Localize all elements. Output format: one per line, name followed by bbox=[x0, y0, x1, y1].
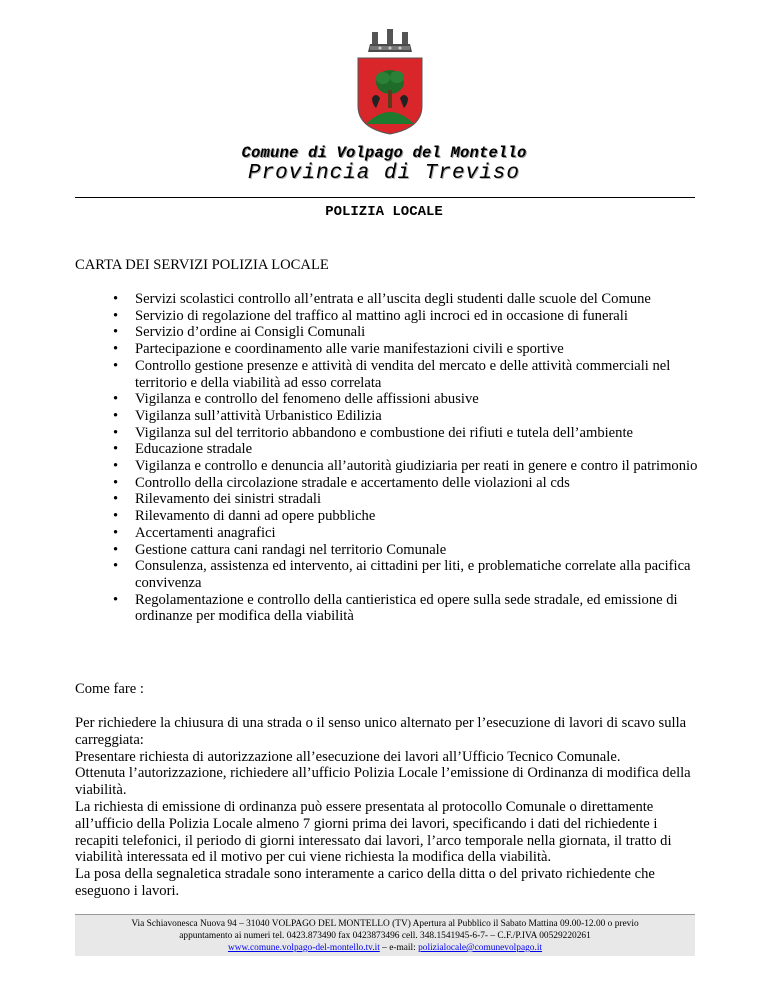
paragraph: Ottenuta l’autorizzazione, richiedere all’ufficio Polizia Locale l’emissione di Ordinanza di modifica della viabilità. bbox=[75, 765, 691, 799]
bullet-icon: • bbox=[113, 307, 119, 324]
section-heading: Come fare : bbox=[75, 681, 144, 697]
list-item: • Vigilanza sul del territorio abbandono e combustione dei rifiuti e tutela dell’ambiente bbox=[113, 424, 633, 441]
bullet-icon: • bbox=[113, 541, 119, 558]
list-item: • Educazione stradale bbox=[113, 441, 253, 458]
bullet-icon: • bbox=[113, 357, 119, 374]
provincia-title: Provincia di Treviso bbox=[247, 162, 521, 185]
list-item: • Accertamenti anagrafici bbox=[113, 524, 276, 541]
list-item: • Servizio di regolazione del traffico al mattino agli incroci ed in occasione di funerali bbox=[113, 307, 628, 324]
bullet-icon: • bbox=[113, 558, 119, 575]
bullet-icon: • bbox=[113, 508, 119, 525]
instructions-body bbox=[75, 715, 700, 900]
bullet-icon: • bbox=[113, 524, 119, 541]
paragraph: La posa della segnaletica stradale sono interamente a carico della ditta o del privato richiedente che eseguono i lavori. bbox=[75, 866, 655, 899]
comune-title: Comune di Volpago del Montello bbox=[241, 144, 527, 162]
services-list bbox=[75, 291, 715, 625]
list-item: • Rilevamento di danni ad opere pubbliche bbox=[113, 508, 376, 525]
bullet-icon: • bbox=[113, 491, 119, 508]
list-item: • Servizi scolastici controllo all’entrata e all’uscita degli studenti dalle scuole del Comune bbox=[113, 291, 651, 307]
list-item: • Servizio d’ordine ai Consigli Comunali bbox=[113, 324, 366, 341]
list-item: • Regolamentazione e controllo della cantieristica ed opere sulla sede stradale, ed emissione di ordinanze per modifica della viabilità bbox=[113, 591, 678, 625]
coat-of-arms-icon bbox=[350, 24, 430, 136]
department-title: POLIZIA LOCALE bbox=[325, 204, 443, 220]
bullet-icon: • bbox=[113, 291, 119, 307]
bullet-icon: • bbox=[113, 341, 119, 358]
list-item: • Controllo della circolazione stradale e accertamento delle violazioni al cds bbox=[113, 474, 570, 491]
list-item: • Gestione cattura cani randagi nel territorio Comunale bbox=[113, 541, 447, 558]
list-item: • Partecipazione e coordinamento alle varie manifestazioni civili e sportive bbox=[113, 341, 564, 358]
bullet-icon: • bbox=[113, 591, 119, 608]
paragraph: Presentare richiesta di autorizzazione all’esecuzione dei lavori all’Ufficio Tecnico Comunale. bbox=[75, 748, 621, 765]
bullet-icon: • bbox=[113, 407, 119, 424]
list-item: • Vigilanza e controllo del fenomeno delle affissioni abusive bbox=[113, 391, 479, 408]
email-link[interactable]: polizialocale@comunevolpago.it bbox=[418, 943, 543, 953]
list-item: • Controllo gestione presenze e attività di vendita del mercato e delle attività commerciali nel territorio e della viabilità ad esso correlata bbox=[113, 357, 671, 391]
header-divider bbox=[75, 197, 695, 198]
paragraph: Per richiedere la chiusura di una strada o il senso unico alternato per l’esecuzione di lavori di scavo sulla carreggiata: bbox=[75, 715, 687, 748]
bullet-icon: • bbox=[113, 458, 119, 475]
paragraph: La richiesta di emissione di ordinanza può essere presentata al protocollo Comunale o direttamente all’ufficio della Polizia Locale almeno 7 giorni prima dei lavori, specificando i dati del richiedente i recapiti telefonici, il periodo di giorni interessato dai lavori, l’arco temporale nella giornata, il tratto di viabilità interessata ed il motivo per cui viene richiesta la modifica della viabilità. bbox=[75, 798, 672, 866]
footer-links: www.comune.volpago-del-montello.tv.it – e-mail: polizialocale@comunevolpago.it bbox=[227, 943, 543, 953]
page-footer bbox=[75, 914, 695, 956]
bullet-icon: • bbox=[113, 424, 119, 441]
footer-contacts: appuntamento ai numeri tel. 0423.873490 fax 0423873496 cell. 348.1541945-6-7- – C.F./P.IVA 00529220261 bbox=[179, 931, 591, 941]
page-title: CARTA DEI SERVIZI POLIZIA LOCALE bbox=[75, 257, 329, 273]
footer-address: Via Schiavonesca Nuova 94 – 31040 VOLPAGO DEL MONTELLO (TV) Apertura al Pubblico il Sabato Mattina 09.00-12.00 o previo bbox=[131, 919, 639, 929]
crown-icon bbox=[368, 29, 412, 52]
list-item: • Vigilanza e controllo e denuncia all’autorità giudiziaria per reati in genere e contro il patrimonio bbox=[113, 458, 698, 475]
bullet-icon: • bbox=[113, 324, 119, 341]
list-item: • Consulenza, assistenza ed intervento, ai cittadini per liti, e problematiche correlate alla pacifica convivenza bbox=[113, 558, 691, 591]
bullet-icon: • bbox=[113, 474, 119, 491]
bullet-icon: • bbox=[113, 441, 119, 458]
bullet-icon: • bbox=[113, 391, 119, 408]
website-link[interactable]: www.comune.volpago-del-montello.tv.it bbox=[227, 943, 380, 953]
list-item: • Vigilanza sull’attività Urbanistico Edilizia bbox=[113, 407, 382, 424]
list-item: • Rilevamento dei sinistri stradali bbox=[113, 491, 322, 508]
